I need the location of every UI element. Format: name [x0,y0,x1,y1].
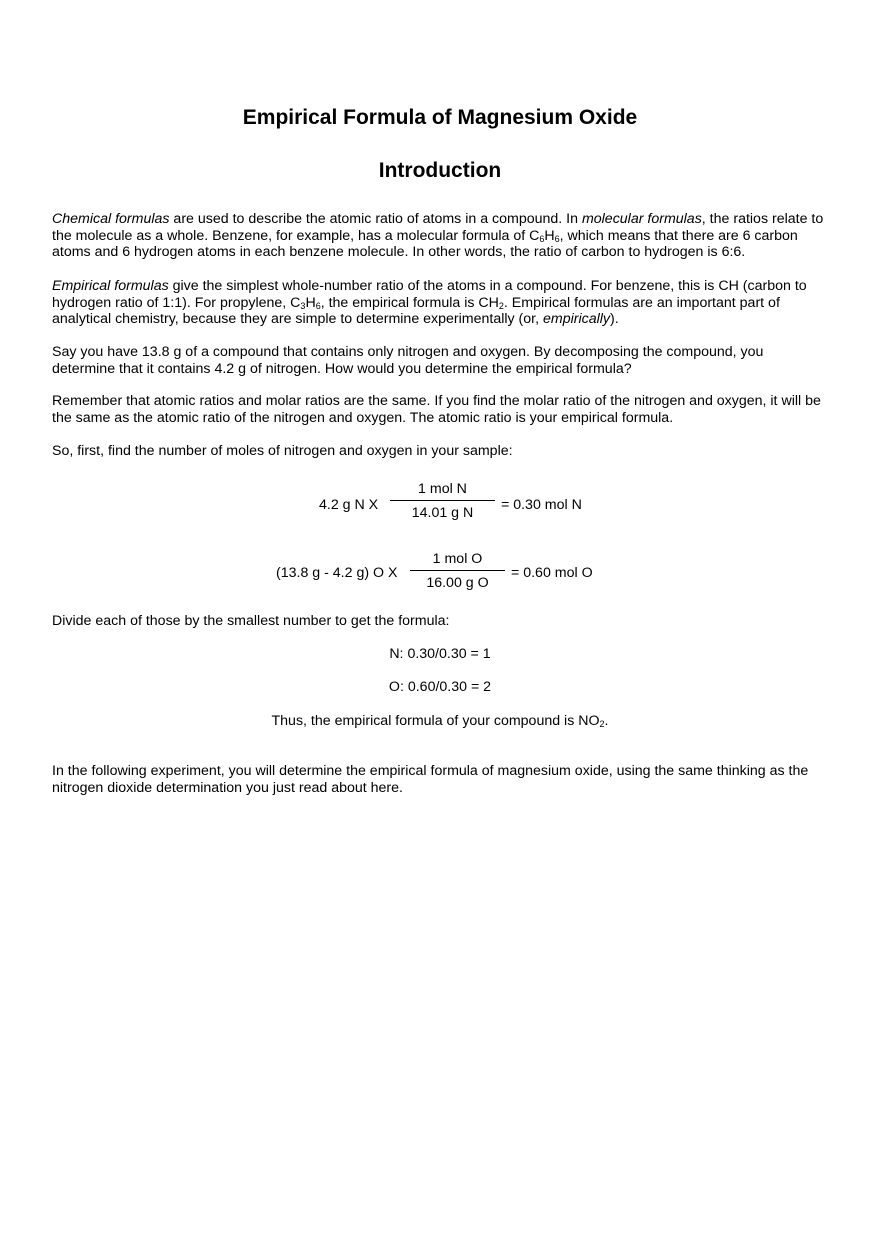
text: H [305,294,316,311]
eq2-fraction [410,551,505,591]
section-heading: Introduction [378,159,502,182]
ratio-oxygen: O: 0.60/0.30 = 2 [388,679,492,695]
paragraph-find-moles: So, first, find the number of moles of nitrogen and oxygen in your sample: [52,443,513,459]
term-chemical-formulas: Chemical formulas [52,211,170,227]
page-title: Empirical Formula of Magnesium Oxide [242,106,638,129]
subscript: 2 [599,719,605,729]
subscript: 6 [554,233,560,244]
eq2-numerator: 1 mol O [432,551,483,567]
paragraph-chemical-formulas [52,211,827,261]
paragraph-example-problem: Say you have 13.8 g of a compound that contains only nitrogen and oxygen. By decomposing the compound, you determine that it contains 4.2 g of nitrogen. How would you determine the empirical formula? [52,344,764,377]
paragraph-empirical-formulas [52,278,827,328]
text: ). [610,311,619,328]
fraction-bar [390,500,495,501]
text: Thus, the empirical formula of your compound is NO [271,713,600,729]
text: . [604,713,609,729]
text: give the simplest whole-number ratio of the atoms in a compound. For benzene, this is CH (carbon to hydrogen ratio of 1:1). For propylene, C [52,278,807,311]
conclusion [0,713,880,729]
text: , the ratios relate to the molecule as a whole. Benzene, for example, has a molecular formula of C [52,211,824,244]
subscript: 3 [300,300,306,311]
eq1-result: = 0.30 mol N [501,497,582,513]
eq2-left: (13.8 g - 4.2 g) O X [276,565,398,581]
ratio-nitrogen: N: 0.30/0.30 = 1 [389,646,491,662]
paragraph-experiment: In the following experiment, you will determine the empirical formula of magnesium oxide, using the same thinking as the nitrogen dioxide determination you just read about here. [52,763,809,796]
text: , which means that there are 6 carbon atoms and 6 hydrogen atoms in each benzene molecule. In other words, the ratio of carbon to hydrogen is 6:6. [52,227,798,261]
eq1-numerator: 1 mol N [418,481,467,497]
text: , the empirical formula is CH [320,294,499,311]
text: H [544,227,555,244]
eq1-denominator: 14.01 g N [411,505,474,521]
paragraph-ratios: Remember that atomic ratios and molar ratios are the same. If you find the molar ratio of the nitrogen and oxygen, it will be the same as the atomic ratio of the nitrogen and oxygen. The atomic ratio is your empirical formula. [52,393,821,426]
eq1-left: 4.2 g N X [319,497,379,513]
subscript: 6 [539,233,545,244]
text: are used to describe the atomic ratio of atoms in a compound. In [169,211,582,227]
subscript: 6 [315,300,321,311]
eq2-denominator: 16.00 g O [426,575,489,591]
fraction-bar [410,570,505,571]
term-molecular-formulas: molecular formulas [581,211,702,227]
eq1-fraction [390,481,495,521]
term-empirical-formulas: Empirical formulas [52,278,169,294]
eq2-result: = 0.60 mol O [511,565,593,581]
paragraph-divide: Divide each of those by the smallest number to get the formula: [52,613,450,629]
term-empirically: empirically [543,311,611,328]
text: . Empirical formulas are an important part of analytical chemistry, because they are simple to determine experimentally (or, [52,294,780,328]
subscript: 2 [498,300,504,311]
